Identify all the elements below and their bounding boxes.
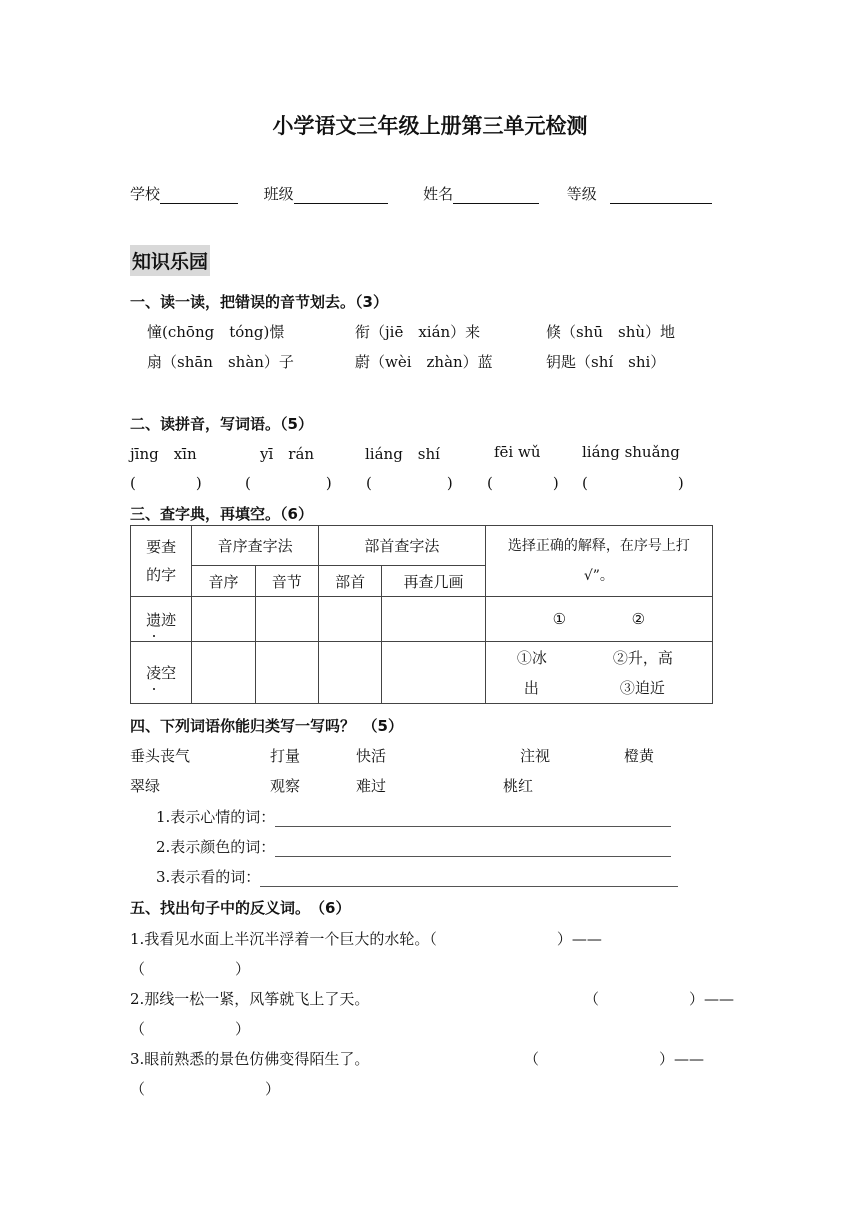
answer-cell[interactable]: [318, 642, 381, 704]
word-item: 橙黄: [624, 747, 655, 765]
answer-bracket[interactable]: ( ): [245, 474, 332, 492]
answer-line[interactable]: [275, 812, 671, 827]
q1-item: 扇（shān shàn）子: [147, 353, 294, 371]
sub-strokes: 再查几画: [382, 566, 486, 597]
q4-heading: 四、下列词语你能归类写一写吗？ （5）: [130, 717, 403, 735]
answer-bracket[interactable]: （ ）: [130, 960, 251, 978]
answer-bracket[interactable]: ( ): [582, 474, 684, 492]
col-radical-method: 部首查字法: [318, 526, 485, 566]
sentence-1: 1.我看见水面上半沉半浮着一个巨大的水轮。（ ）——: [130, 930, 602, 948]
sentence-2: 2.那线一松一紧，风筝就飞上了天。: [130, 990, 370, 1008]
category-row: [156, 866, 678, 887]
answer-cell[interactable]: [192, 642, 255, 704]
q2-heading: 二、读拼音，写词语。（5）: [130, 415, 313, 433]
class-field[interactable]: [294, 187, 388, 204]
category-row: [156, 806, 671, 827]
q1-item: 衔（jiē xián）来: [355, 323, 481, 341]
answer-bracket[interactable]: （ ）——: [584, 990, 735, 1008]
answer-line[interactable]: [260, 872, 678, 887]
answer-cell[interactable]: [255, 642, 318, 704]
page-title: 小学语文三年级上册第三单元检测: [272, 114, 588, 138]
option[interactable]: ②: [631, 610, 646, 628]
section-heading: 知识乐园: [130, 245, 210, 276]
answer-bracket[interactable]: ( ): [366, 474, 453, 492]
category-row: [156, 836, 671, 857]
row1-word: 遗迹: [131, 597, 192, 642]
sentence-3: 3.眼前熟悉的景色仿佛变得陌生了。: [130, 1050, 370, 1068]
q1-item: 憧(chōng tóng)憬: [147, 323, 285, 341]
q1-item: 倏（shū shù）地: [546, 323, 676, 341]
word-item: 垂头丧气: [130, 747, 191, 765]
word-item: 桃红: [503, 777, 534, 795]
word-item: 注视: [520, 747, 551, 765]
pinyin-item: jīng xīn: [130, 445, 197, 463]
option[interactable]: 出: [523, 678, 539, 697]
word-item: 观察: [270, 777, 301, 795]
dictionary-table: [130, 525, 713, 704]
class-label: 班级: [263, 185, 294, 203]
row2-options: [485, 642, 712, 704]
q5-heading: 五、找出句子中的反义词。 （6）: [130, 899, 351, 917]
school-label: 学校: [130, 185, 161, 203]
q1-item: 钥匙（shí shi）: [546, 353, 666, 371]
col-meaning-header: 选择正确的解释，在序号上打 √”。: [485, 526, 712, 597]
name-field[interactable]: [453, 187, 539, 204]
option[interactable]: ②升，高: [612, 648, 673, 667]
answer-bracket[interactable]: （ ）: [130, 1080, 281, 1098]
row1-options: [485, 597, 712, 642]
name-label: 姓名: [423, 185, 454, 203]
row2-word: 凌空: [131, 642, 192, 704]
option[interactable]: ③迫近: [619, 678, 665, 697]
info-row: [130, 183, 712, 204]
grade-label: 等级: [566, 185, 597, 203]
answer-cell[interactable]: [192, 597, 255, 642]
pinyin-item: liáng shí: [365, 445, 440, 463]
school-field[interactable]: [160, 187, 238, 204]
answer-bracket[interactable]: ( ): [487, 474, 559, 492]
answer-bracket[interactable]: ( ): [130, 474, 202, 492]
word-item: 快活: [356, 747, 387, 765]
col-sound-method: 音序查字法: [192, 526, 319, 566]
answer-cell[interactable]: [382, 597, 486, 642]
answer-bracket[interactable]: （ ）: [130, 1020, 251, 1038]
answer-cell[interactable]: [255, 597, 318, 642]
word-item: 翠绿: [130, 777, 161, 795]
category-label: 3.表示看的词：: [156, 868, 261, 886]
sub-radical: 部首: [318, 566, 381, 597]
answer-bracket[interactable]: （ ）——: [524, 1050, 705, 1068]
word-item: 难过: [356, 777, 387, 795]
answer-line[interactable]: [275, 842, 671, 857]
q1-item: 蔚（wèi zhàn）蓝: [355, 353, 493, 371]
q3-heading: 三、查字典，再填空。（6）: [130, 505, 313, 523]
q1-heading: 一、读一读，把错误的音节划去。（3）: [130, 293, 388, 311]
pinyin-item: fēi wǔ: [494, 443, 541, 461]
category-label: 2.表示颜色的词：: [156, 838, 276, 856]
grade-field[interactable]: [610, 187, 712, 204]
answer-cell[interactable]: [318, 597, 381, 642]
sub-syllable: 音节: [255, 566, 318, 597]
option[interactable]: ①: [552, 610, 567, 628]
option[interactable]: ①冰: [516, 648, 547, 667]
word-item: 打量: [270, 747, 301, 765]
sub-order: 音序: [192, 566, 255, 597]
pinyin-item: liáng shuǎng: [582, 443, 680, 461]
category-label: 1.表示心情的词：: [156, 808, 276, 826]
pinyin-item: yī rán: [260, 445, 315, 463]
answer-cell[interactable]: [382, 642, 486, 704]
col-char-header: 要查 的字: [131, 526, 192, 597]
